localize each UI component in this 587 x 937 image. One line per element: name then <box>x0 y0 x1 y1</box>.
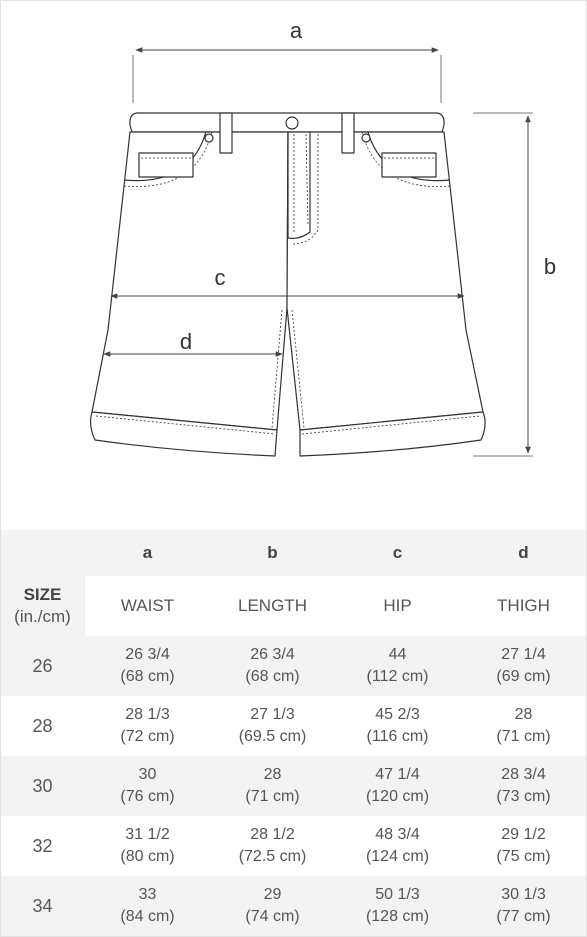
header-hip: HIP <box>335 576 460 636</box>
header-letter-b: b <box>210 530 335 576</box>
shorts-outline <box>91 113 486 456</box>
table-row <box>0 816 587 876</box>
measure-b <box>473 113 556 456</box>
label-d: d <box>179 329 193 354</box>
length-value: 28 (71 cm) <box>210 756 335 816</box>
measure-a <box>133 18 441 103</box>
waist-value: 26 3/4 (68 cm) <box>85 636 210 696</box>
label-c: c <box>214 265 226 290</box>
label-header-row <box>0 576 587 636</box>
table-row <box>0 756 587 816</box>
size-value: 34 <box>0 876 85 936</box>
header-letter-a: a <box>85 530 210 576</box>
header-thigh: THIGH <box>460 576 587 636</box>
table-row <box>0 696 587 756</box>
size-value: 26 <box>0 636 85 696</box>
label-b: b <box>543 254 557 279</box>
label-a: a <box>289 18 303 43</box>
size-header-title: SIZE <box>23 585 62 604</box>
header-waist: WAIST <box>85 576 210 636</box>
hip-value: 48 3/4 (124 cm) <box>365 826 430 865</box>
length-value: 26 3/4 (68 cm) <box>210 636 335 696</box>
waist-value: 30 (76 cm) <box>85 756 210 816</box>
hip-value: 50 1/3 (128 cm) <box>335 876 460 936</box>
thigh-value: 28 3/4 (73 cm) <box>460 756 587 816</box>
thigh-value: 29 1/2 (75 cm) <box>496 826 551 865</box>
thigh-value: 28 (71 cm) <box>496 706 551 745</box>
letter-header-row <box>0 530 587 576</box>
thigh-value: 27 1/4 (69 cm) <box>460 636 587 696</box>
size-value: 32 <box>0 816 85 876</box>
header-letter-d: d <box>460 530 587 576</box>
table-row <box>0 876 587 936</box>
waist-value: 28 1/3 (72 cm) <box>120 706 175 745</box>
waist-value: 31 1/2 (80 cm) <box>120 826 175 865</box>
size-header-unit: (in./cm) <box>14 607 71 626</box>
header-length: LENGTH <box>210 576 335 636</box>
header-letter-c: c <box>335 530 460 576</box>
thigh-value: 30 1/3 (77 cm) <box>460 876 587 936</box>
table-row <box>0 636 587 696</box>
corner-cell <box>0 530 85 576</box>
length-value: 27 1/3 (69.5 cm) <box>238 706 307 745</box>
waist-value: 33 (84 cm) <box>85 876 210 936</box>
size-value: 30 <box>0 756 85 816</box>
hip-value: 47 1/4 (120 cm) <box>335 756 460 816</box>
length-value: 29 (74 cm) <box>210 876 335 936</box>
hip-value: 45 2/3 (116 cm) <box>366 706 429 745</box>
hip-value: 44 (112 cm) <box>335 636 460 696</box>
size-header <box>0 576 85 636</box>
size-value: 28 <box>0 696 85 756</box>
size-chart-table <box>0 530 587 936</box>
length-value: 28 1/2 (72.5 cm) <box>238 826 307 865</box>
